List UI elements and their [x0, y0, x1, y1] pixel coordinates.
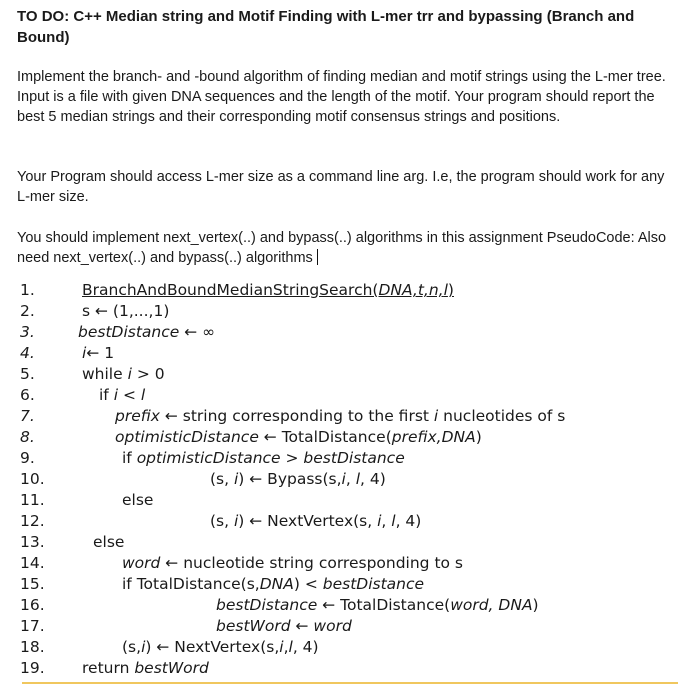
text-cursor	[317, 249, 319, 265]
line-number: 8.	[20, 428, 35, 446]
code-text: else	[122, 491, 154, 509]
code-text: bestDistance ← TotalDistance(word, DNA)	[216, 596, 539, 614]
line-number: 7.	[20, 407, 35, 425]
line-number: 2.	[20, 302, 35, 320]
code-text: bestWord ← word	[216, 617, 352, 635]
code-text: BranchAndBoundMedianStringSearch(DNA,t,n,l)	[82, 281, 454, 299]
line-number: 14.	[20, 554, 45, 572]
line-number: 1.	[20, 281, 35, 299]
code-text: (s,i) ← NextVertex(s,i,l, 4)	[122, 638, 319, 656]
lmer-requirement: Your Program should access L-mer size as a command line arg. I.e, the program should work for any L-mer size.	[17, 169, 665, 205]
line-number: 11.	[20, 491, 45, 509]
code-text: (s, i) ← Bypass(s,i, l, 4)	[210, 470, 386, 488]
line-number: 9.	[20, 449, 35, 467]
line-number: 6.	[20, 386, 35, 404]
code-text: (s, i) ← NextVertex(s, i, l, 4)	[210, 512, 422, 530]
code-text: return bestWord	[82, 659, 209, 677]
code-text: while i > 0	[82, 365, 165, 383]
code-text: word ← nucleotide string corresponding to s	[122, 554, 464, 572]
line-number: 17.	[20, 617, 45, 635]
line-number: 3.	[20, 323, 35, 341]
line-number: 19.	[20, 659, 45, 677]
line-number: 12.	[20, 512, 45, 530]
code-text: s ← (1,...,1)	[82, 302, 170, 320]
line-number: 13.	[20, 533, 45, 551]
code-text: i← 1	[82, 344, 115, 362]
code-text: prefix ← string corresponding to the first i nucleotides of s	[115, 407, 566, 425]
line-number: 10.	[20, 470, 45, 488]
code-text: if optimisticDistance > bestDistance	[122, 449, 405, 467]
pseudocode-intro	[17, 228, 672, 268]
line-number: 16.	[20, 596, 45, 614]
line-number: 15.	[20, 575, 45, 593]
code-text: if i < l	[99, 386, 146, 404]
divider-line	[22, 682, 678, 684]
pseudocode-intro-text: You should implement next_vertex(..) and bypass(..) algorithms in this assignment PseudoCode: Also need next_vertex(..) and bypass(..) algorithms	[17, 230, 667, 266]
page-title: TO DO: C++ Median string and Motif Finding with L-mer trr and bypassing (Branch and Bound)	[17, 8, 635, 46]
code-text: else	[93, 533, 125, 551]
code-text: bestDistance ← ∞	[78, 323, 216, 341]
line-number: 18.	[20, 638, 45, 656]
code-text: optimisticDistance ← TotalDistance(prefix,DNA)	[115, 428, 482, 446]
line-number: 4.	[20, 344, 35, 362]
line-number: 5.	[20, 365, 35, 383]
task-description: Implement the branch- and -bound algorithm of finding median and motif strings using the L-mer tree. Input is a file with given DNA sequences and the length of the motif. Your program should report the best 5 median strings and their corresponding motif consensus strings and positions.	[17, 69, 666, 125]
code-text: if TotalDistance(s,DNA) < bestDistance	[122, 575, 425, 593]
